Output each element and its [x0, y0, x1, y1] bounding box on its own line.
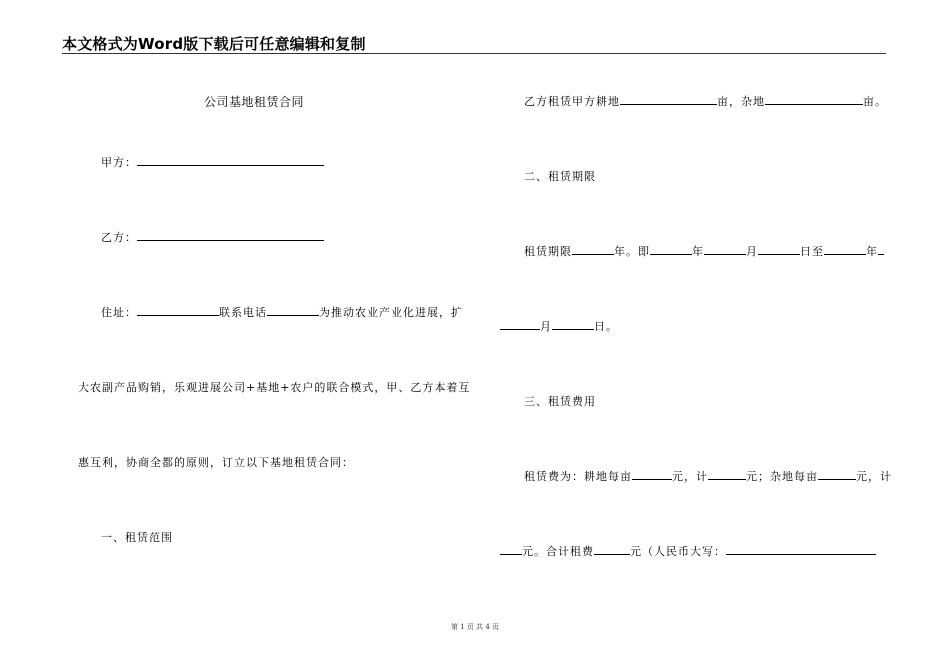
arable-total-blank	[708, 470, 746, 480]
fee-text-3: 元；杂地每亩	[746, 470, 818, 483]
end-year-tail-blank	[878, 245, 884, 255]
phone-blank	[267, 306, 319, 316]
party-a-line	[101, 154, 324, 170]
start-day-blank	[758, 245, 800, 255]
intro-line-3: 惠互利，协商全都的原则，订立以下基地租赁合同：	[78, 456, 354, 469]
party-b-label: 乙方：	[101, 231, 137, 244]
fee-text-4: 元，计	[856, 470, 892, 483]
start-month-blank	[704, 245, 746, 255]
address-label: 住址：	[101, 306, 137, 319]
phone-label: 联系电话	[219, 306, 267, 319]
term-years-blank	[572, 245, 614, 255]
fee-line-2	[500, 543, 876, 559]
start-year-blank	[650, 245, 692, 255]
end-day-text: 日。	[594, 320, 618, 333]
fee-text-1: 租赁费为：耕地每亩	[524, 470, 632, 483]
end-month-text: 月	[540, 320, 552, 333]
party-a-blank	[137, 156, 324, 166]
header-divider	[62, 53, 886, 54]
address-blank	[137, 306, 219, 316]
address-line	[101, 304, 463, 320]
end-year-blank	[824, 245, 866, 255]
scope-text-2: 亩，杂地	[717, 95, 765, 108]
fee-line-1	[524, 468, 892, 484]
end-month-blank	[500, 320, 540, 330]
start-month-text: 月	[746, 245, 758, 258]
amount-in-words-blank	[726, 545, 876, 555]
fee-text-6: 元（人民币大写：	[630, 545, 726, 558]
start-day-text: 日至	[800, 245, 824, 258]
fee-text-5: 元。合计租费	[522, 545, 594, 558]
end-day-blank	[552, 320, 594, 330]
term-year-text: 年。即	[614, 245, 650, 258]
grand-total-blank	[594, 545, 630, 555]
document-title: 公司基地租赁合同	[204, 95, 305, 109]
intro-line-1-tail: 为推动农业产业化进展，扩	[319, 306, 463, 319]
arable-area-blank	[620, 95, 717, 105]
fee-text-2: 元，计	[672, 470, 708, 483]
party-b-line	[101, 229, 324, 245]
misc-area-blank	[765, 95, 863, 105]
term-line-1	[524, 243, 884, 259]
scope-text-1: 乙方租赁甲方耕地	[524, 95, 620, 108]
misc-total-blank	[500, 545, 522, 555]
scope-line	[524, 93, 887, 109]
end-year-text: 年	[866, 245, 878, 258]
arable-unit-price-blank	[632, 470, 672, 480]
term-label: 租赁期限	[524, 245, 572, 258]
intro-line-2: 大农副产品购销，乐观进展公司+基地+农户的联合模式，甲、乙方本着互	[78, 381, 471, 394]
party-a-label: 甲方：	[101, 156, 137, 169]
section-2-heading: 二、租赁期限	[524, 170, 596, 183]
scope-text-3: 亩。	[863, 95, 887, 108]
section-3-heading: 三、租赁费用	[524, 395, 596, 408]
document-header: 本文格式为Word版下载后可任意编辑和复制	[62, 35, 366, 53]
start-year-text: 年	[692, 245, 704, 258]
section-1-heading: 一、租赁范围	[101, 531, 173, 544]
misc-unit-price-blank	[818, 470, 856, 480]
term-line-2	[500, 318, 618, 334]
page-number: 第 1 页 共 4 页	[450, 623, 500, 631]
party-b-blank	[137, 231, 324, 241]
